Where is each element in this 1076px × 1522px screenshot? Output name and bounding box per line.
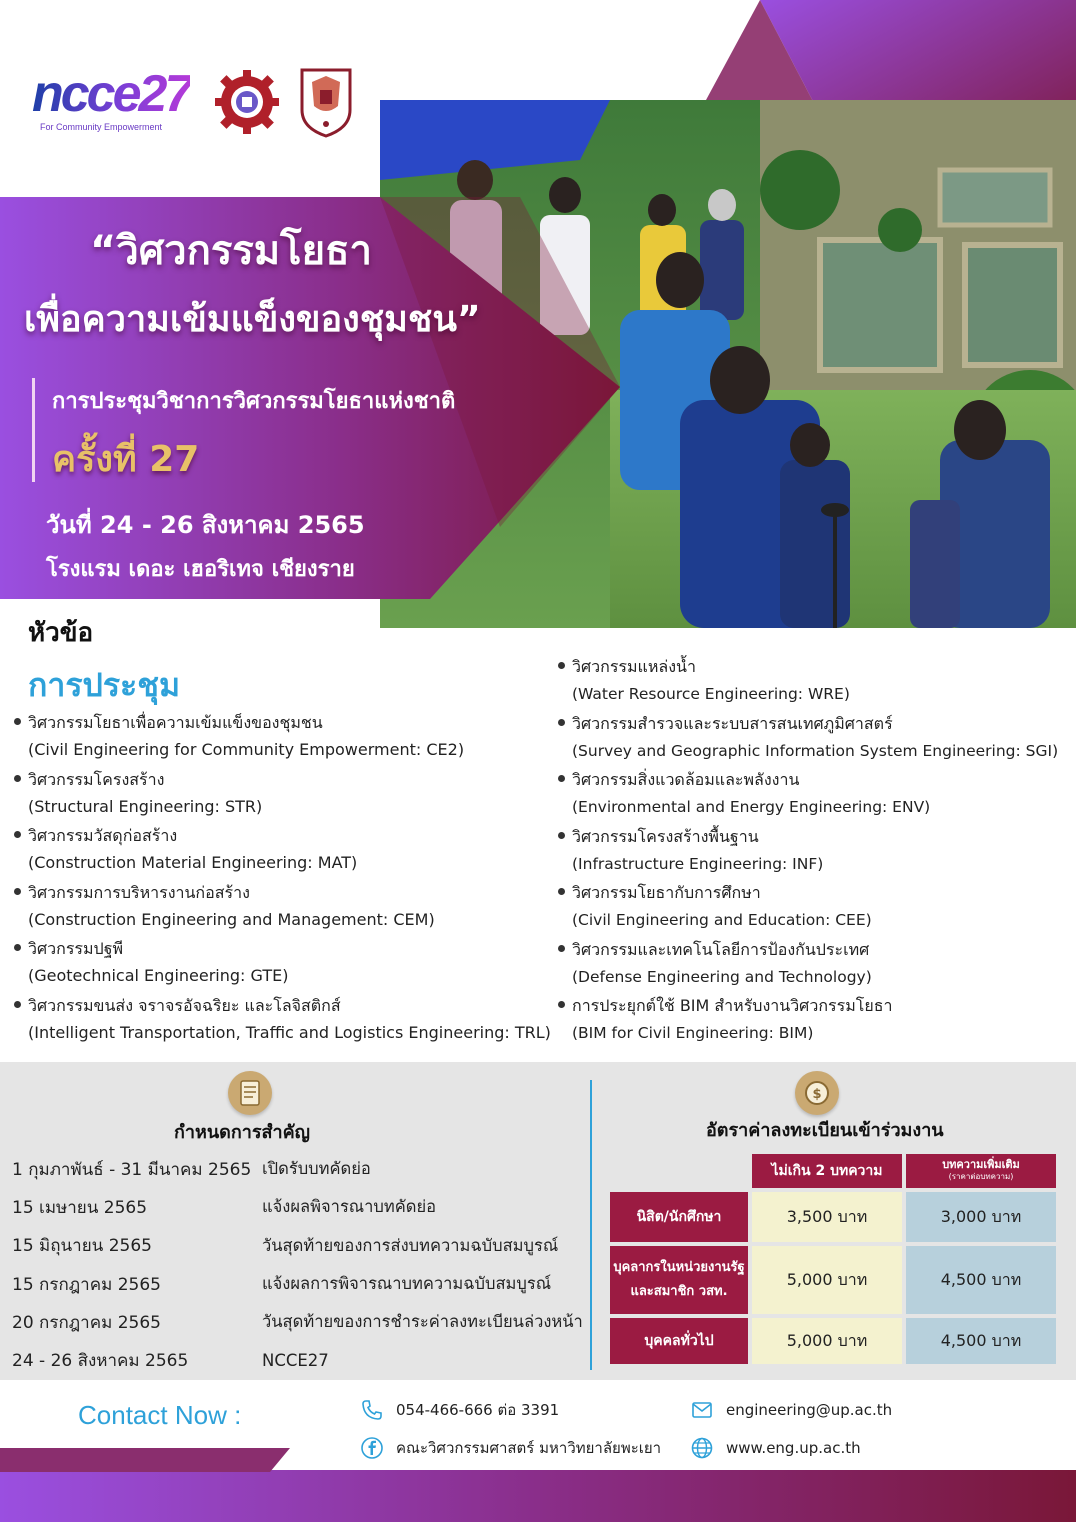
fee-base: 5,000 บาท <box>752 1246 902 1314</box>
topic-thai: วิศวกรรมโครงสร้าง <box>28 769 165 789</box>
list-item <box>558 937 1076 994</box>
topic-english: (Intelligent Transportation, Traffic and Logistics Engineering: TRL) <box>28 1022 551 1042</box>
topic-thai: วิศวกรรมวัสดุก่อสร้าง <box>28 826 178 845</box>
list-item <box>558 993 1076 1050</box>
schedule-event: วันสุดท้ายของการส่งบทความฉบับสมบูรณ์ <box>262 1235 559 1255</box>
footer-accent <box>0 1448 290 1472</box>
bullet-icon <box>558 832 565 839</box>
schedule-date: 15 มิถุนายน 2565 <box>12 1236 152 1257</box>
list-item <box>14 880 554 937</box>
mail-icon <box>690 1398 714 1422</box>
topic-english: (Structural Engineering: STR) <box>28 796 263 816</box>
topic-thai: วิศวกรรมโยธาเพื่อความเข้มแข็งของชุมชน <box>28 713 323 732</box>
bullet-icon <box>558 888 565 895</box>
topics-list-right <box>558 654 1076 1050</box>
table-row <box>610 1192 1056 1242</box>
topic-english: (Water Resource Engineering: WRE) <box>572 685 850 703</box>
hero-edition: ครั้งที่ 27 <box>52 439 200 480</box>
hero-subtitle: การประชุมวิชาการวิศวกรรมโยธาแห่งชาติ <box>52 389 456 414</box>
list-item <box>558 654 1076 711</box>
table-row <box>12 1188 592 1226</box>
list-item <box>14 993 554 1050</box>
fee-extra: 4,500 บาท <box>906 1246 1056 1314</box>
logo-row <box>28 62 354 142</box>
bullet-icon <box>14 888 21 895</box>
topic-thai: วิศวกรรมโยธากับการศึกษา <box>572 883 761 902</box>
fee-base: 5,000 บาท <box>752 1318 902 1364</box>
fees-title: อัตราค่าลงทะเบียนเข้าร่วมงาน <box>706 1120 944 1141</box>
bullet-icon <box>14 831 21 838</box>
list-item <box>558 824 1076 881</box>
schedule-date: 20 กรกฎาคม 2565 <box>12 1312 161 1333</box>
bullet-icon <box>558 1001 565 1008</box>
fee-table <box>606 1150 1060 1368</box>
list-item <box>14 767 554 824</box>
fee-extra: 3,000 บาท <box>906 1192 1056 1242</box>
list-item <box>14 936 554 993</box>
hero-section <box>0 0 1076 630</box>
contact-email[interactable] <box>690 1398 892 1422</box>
fee-extra: 4,500 บาท <box>906 1318 1056 1364</box>
table-row <box>12 1341 592 1379</box>
schedule-event: เปิดรับบทคัดย่อ <box>262 1159 371 1179</box>
list-item <box>558 880 1076 937</box>
website-text: www.eng.up.ac.th <box>726 1439 861 1457</box>
hero-title-line2: เพื่อความเข้มแข็งของชุมชน” <box>24 299 481 340</box>
fee-category: นิสิต/นักศึกษา <box>610 1192 748 1242</box>
bullet-icon <box>14 1001 21 1008</box>
bullet-icon <box>558 945 565 952</box>
engineering-gear-logo-icon <box>214 69 280 135</box>
globe-icon <box>690 1436 714 1460</box>
topic-english: (Survey and Geographic Information System Engineering: SGI) <box>572 741 1059 760</box>
fee-category-line1: บุคลากรในหน่วยงานรัฐ <box>613 1260 745 1275</box>
fee-base: 3,500 บาท <box>752 1192 902 1242</box>
topic-thai: วิศวกรรมแหล่งน้ำ <box>572 657 696 676</box>
list-item <box>558 711 1076 768</box>
money-icon <box>795 1071 839 1115</box>
topic-thai: การประยุกต์ใช้ BIM สำหรับงานวิศวกรรมโยธา <box>572 996 893 1015</box>
table-row <box>12 1265 592 1303</box>
topic-english: (Civil Engineering for Community Empowerment: CE2) <box>28 740 465 759</box>
bullet-icon <box>14 718 21 725</box>
fee-col-extra <box>906 1154 1056 1188</box>
ncce27-logo <box>28 64 196 140</box>
topic-english: (BIM for Civil Engineering: BIM) <box>572 1024 814 1042</box>
fee-corner <box>610 1154 748 1188</box>
fee-col-extra-label: บทความเพิ่มเติม <box>942 1158 1020 1171</box>
schedule-date: 24 - 26 สิงหาคม 2565 <box>12 1351 189 1372</box>
topics-list-left <box>14 710 554 1049</box>
university-crest-icon <box>298 66 354 138</box>
schedule-date: 15 กรกฎาคม 2565 <box>12 1274 161 1295</box>
topic-thai: วิศวกรรมและเทคโนโลยีการป้องกันประเทศ <box>572 939 870 959</box>
schedule-date: 15 เมษายน 2565 <box>12 1197 148 1218</box>
fee-col-extra-note: (ราคาต่อบทความ) <box>948 1172 1014 1181</box>
schedule-event: แจ้งผลพิจารณาบทคัดย่อ <box>262 1197 437 1217</box>
topic-thai: วิศวกรรมปฐพี <box>28 939 124 958</box>
facebook-text: คณะวิศวกรรมศาสตร์ มหาวิทยาลัยพะเยา <box>396 1439 662 1457</box>
schedule-event: วันสุดท้ายของการชำระค่าลงทะเบียนล่วงหน้า <box>262 1312 583 1332</box>
bullet-icon <box>14 944 21 951</box>
phone-icon <box>360 1398 384 1422</box>
bullet-icon <box>558 662 565 669</box>
contact-website[interactable] <box>690 1436 861 1460</box>
table-row <box>12 1227 592 1265</box>
hero-title-line1: “วิศวกรรมโยธา <box>90 228 372 274</box>
fee-category <box>610 1246 748 1314</box>
topic-english: (Civil Engineering and Education: CEE) <box>572 911 872 929</box>
hero-venue: โรงแรม เดอะ เฮอริเทจ เชียงราย <box>46 557 355 582</box>
topics-subheading: การประชุม <box>28 666 181 704</box>
schedule-event: แจ้งผลการพิจารณาบทความฉบับสมบูรณ์ <box>262 1274 552 1294</box>
topic-english: (Construction Material Engineering: MAT) <box>28 853 358 872</box>
topic-english: (Environmental and Energy Engineering: ENV) <box>572 798 931 816</box>
calendar-icon <box>228 1071 272 1115</box>
topic-thai: วิศวกรรมสำรวจและระบบสารสนเทศภูมิศาสตร์ <box>572 713 893 733</box>
logo-tagline: For Community Empowerment <box>40 122 163 132</box>
topics-heading: หัวข้อ <box>28 618 94 648</box>
table-row <box>610 1318 1056 1364</box>
bullet-icon <box>14 775 21 782</box>
list-item <box>558 767 1076 824</box>
topic-english: (Construction Engineering and Management: CEM) <box>28 909 435 929</box>
bullet-icon <box>558 719 565 726</box>
topic-english: (Infrastructure Engineering: INF) <box>572 854 824 873</box>
contact-facebook[interactable] <box>360 1436 661 1460</box>
fee-category-line2: และสมาชิก วสท. <box>630 1284 728 1299</box>
topic-english: (Defense Engineering and Technology) <box>572 967 872 986</box>
bullet-icon <box>558 775 565 782</box>
svg-text:$: $ <box>812 1087 822 1102</box>
topic-english: (Geotechnical Engineering: GTE) <box>28 966 289 985</box>
footer-bar <box>0 1470 1076 1522</box>
table-row <box>610 1154 1056 1188</box>
table-row <box>610 1246 1056 1314</box>
list-item <box>14 823 554 880</box>
schedule-date: 1 กุมภาพันธ์ - 31 มีนาคม 2565 <box>12 1159 252 1180</box>
accent-line <box>32 378 35 482</box>
schedule-title: กำหนดการสำคัญ <box>174 1122 311 1143</box>
contact-label: Contact Now : <box>78 1400 242 1430</box>
table-row <box>12 1150 592 1188</box>
schedule-list <box>12 1150 592 1380</box>
email-text: engineering@up.ac.th <box>726 1401 893 1419</box>
facebook-icon <box>360 1436 384 1460</box>
table-row <box>12 1303 592 1341</box>
logo-name: ncce27 <box>32 65 191 123</box>
hero-date: วันที่ 24 - 26 สิงหาคม 2565 <box>46 511 365 539</box>
contact-phone[interactable] <box>360 1398 559 1422</box>
topic-thai: วิศวกรรมโครงสร้างพื้นฐาน <box>572 826 759 846</box>
fee-category: บุคคลทั่วไป <box>610 1318 748 1364</box>
topic-thai: วิศวกรรมสิ่งแวดล้อมและพลังงาน <box>572 770 800 789</box>
fee-col-base: ไม่เกิน 2 บทความ <box>752 1154 902 1188</box>
phone-text: 054-466-666 ต่อ 3391 <box>396 1401 560 1419</box>
topic-thai: วิศวกรรมขนส่ง จราจรอัจฉริยะ และโลจิสติกส์ <box>28 995 341 1015</box>
list-item <box>14 710 554 767</box>
topic-thai: วิศวกรรมการบริหารงานก่อสร้าง <box>28 882 250 902</box>
schedule-event: NCCE27 <box>262 1351 329 1371</box>
